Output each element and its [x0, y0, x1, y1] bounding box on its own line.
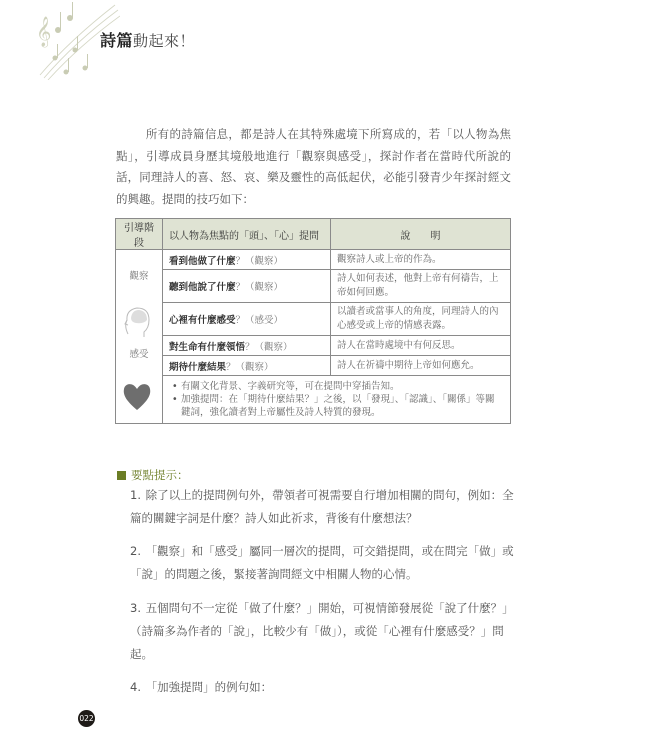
page-header-title — [100, 28, 195, 51]
question-cell: 看到他做了什麼？（觀察） — [163, 250, 331, 270]
table-row — [116, 270, 511, 303]
description-cell: 觀察詩人或上帝的作為。 — [331, 250, 511, 270]
note-item: • 有關文化背景、字義研究等，可在提問中穿插告知。 — [181, 380, 502, 393]
question-cell: 聽到他說了什麼？（觀察） — [163, 270, 331, 303]
stage-label-feel: 感受 — [129, 349, 149, 360]
table-row — [116, 336, 511, 356]
header-title-bold: 詩篇 — [100, 31, 134, 50]
question-cell: 對生命有什麼領悟？（觀察） — [163, 336, 331, 356]
key-point-item-2: 2. 「觀察」和「感受」屬同一層次的提問，可交錯提問，或在問完「做」或「說」的問題之後，緊接著詢問經文中相關人物的心情。 — [130, 544, 514, 581]
description-cell: 詩人在祈禱中期待上帝如何應允。 — [331, 356, 511, 376]
notes-cell — [163, 376, 511, 424]
header-stage: 引導階段 — [116, 219, 163, 250]
table-row — [116, 303, 511, 336]
table-row — [116, 250, 511, 270]
question-cell: 心裡有什麼感受？（感受） — [163, 303, 331, 336]
description-cell: 詩人如何表述，他對上帝有何禱告，上帝如何回應。 — [331, 270, 511, 303]
header-questions: 以人物為焦點的「頭」、「心」提問 — [163, 219, 331, 250]
description-cell: 詩人在當時處境中有何反思。 — [331, 336, 511, 356]
square-bullet-icon — [117, 471, 126, 480]
description-cell: 以讀者或當事人的角度，同理詩人的內心感受或上帝的情感表露。 — [331, 303, 511, 336]
key-point-item-3: 3. 五個問句不一定從「做了什麼？」開始，可視情節發展從「說了什麼？」（詩篇多為作者的「說」，比較少有「做」），或從「心裡有什麼感受？」問起。 — [130, 601, 514, 661]
stage-label-observe: 觀察 — [129, 271, 149, 282]
page-number-badge: 022 — [78, 710, 95, 727]
table-row — [116, 356, 511, 376]
note-item: • 加強提問：在「期待什麼結果？」之後，以「發現」、「認識」、「關係」等關鍵詞，強化讀者對上帝屬性及詩人特質的發現。 — [181, 393, 502, 419]
question-cell: 期待什麼結果？（觀察） — [163, 356, 331, 376]
intro-paragraph: 所有的詩篇信息，都是詩人在其特殊處境下所寫成的，若「以人物為焦點」，引導成員身歷其境般地進行「觀察與感受」，探討作者在當時代所說的話，同理詩人的喜、怒、哀、樂及靈性的高低起伏，必能引發青少年探討經文的興趣。提問的技巧如下： — [116, 127, 511, 206]
questioning-guide-table — [115, 218, 511, 424]
heart-icon — [121, 380, 153, 412]
svg-text:𝄞: 𝄞 — [36, 17, 52, 47]
table-notes-row — [116, 376, 511, 424]
key-point-item-4: 4. 「加強提問」的例句如： — [130, 680, 273, 694]
header-title-rest: 動起來！ — [133, 32, 196, 50]
header-description: 說 明 — [331, 219, 511, 250]
head-icon — [122, 304, 152, 338]
table-header-row — [116, 219, 511, 250]
key-points-heading: 要點提示： — [117, 467, 189, 483]
key-point-item-1: 1. 除了以上的提問例句外，帶領者可視需要自行增加相關的問句，例如：全篇的關鍵字詞是什麼？詩人如此祈求，背後有什麼想法？ — [130, 488, 514, 525]
